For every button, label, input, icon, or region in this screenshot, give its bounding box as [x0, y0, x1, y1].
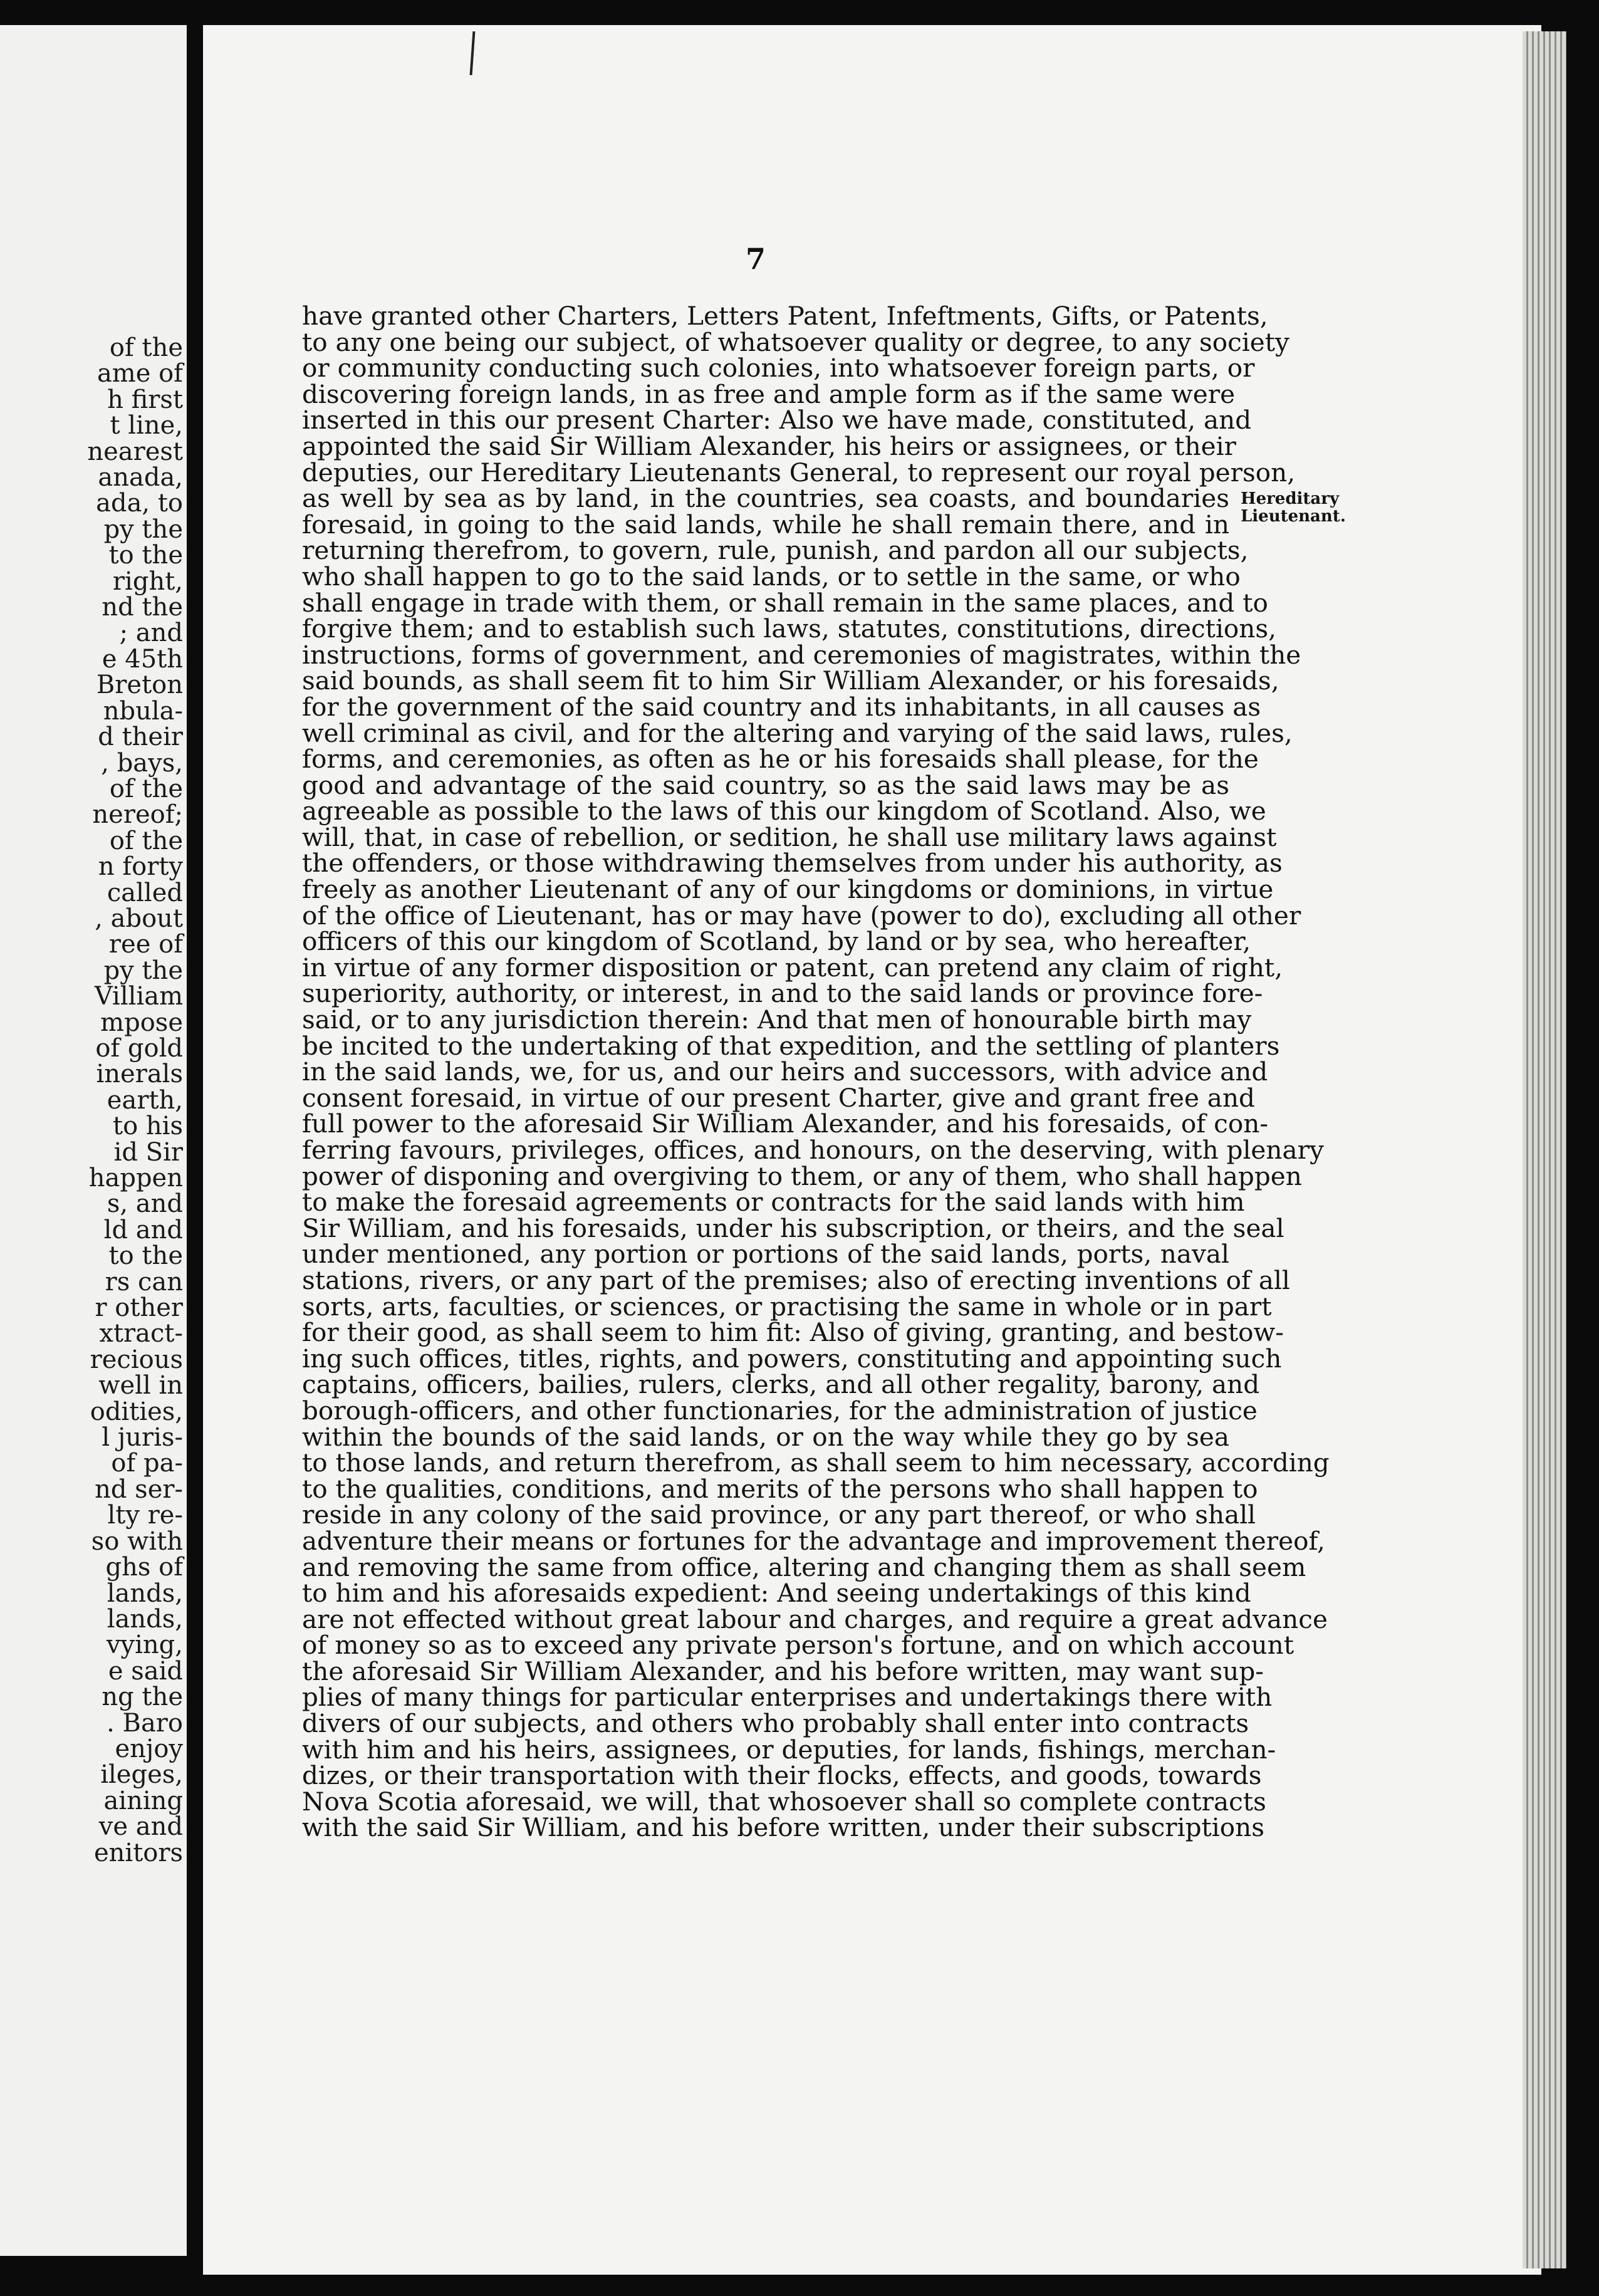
- facing-page-left: [0, 25, 187, 2256]
- body-line: forgive them; and to establish such laws, statutes, constitutions, directions,: [302, 613, 1277, 644]
- body-line: agreeable as possible to the laws of this our kingdom of Scotland. Also, we: [302, 796, 1266, 827]
- body-line: for their good, as shall seem to him fit: Also of giving, granting, and bestow-: [302, 1317, 1284, 1348]
- left-page-fragment: nd the: [102, 593, 183, 622]
- left-page-fragment: to the: [108, 541, 183, 570]
- left-page-fragment: ree of: [108, 930, 183, 959]
- left-page-fragment: h first: [107, 385, 183, 414]
- body-line: captains, officers, bailies, rulers, clerks, and all other regality, barony, and: [302, 1369, 1260, 1400]
- left-page-fragment: s, and: [107, 1189, 183, 1219]
- body-line: with the said Sir William, and his before written, under their subscriptions: [302, 1812, 1264, 1843]
- body-line: the offenders, or those withdrawing themselves from under his authority, as: [302, 848, 1283, 879]
- margin-note-line: Hereditary: [1241, 489, 1340, 508]
- left-page-fragment: of gold: [95, 1033, 183, 1063]
- body-line: forms, and ceremonies, as often as he or his foresaids shall please, for the: [302, 744, 1259, 775]
- body-line: have granted other Charters, Letters Patent, Infeftments, Gifts, or Patents,: [302, 301, 1268, 331]
- body-line: well criminal as civil, and for the altering and varying of the said laws, rules,: [302, 718, 1293, 748]
- left-page-fragment: ve and: [98, 1812, 183, 1842]
- left-page-fragment: nearest: [87, 437, 183, 466]
- body-line: good and advantage of the said country, so as the said laws may be as: [302, 770, 1229, 800]
- body-line: or community conducting such colonies, into whatsoever foreign parts, or: [302, 353, 1255, 384]
- body-line: with him and his heirs, assignees, or deputies, for lands, fishings, merchan-: [302, 1734, 1276, 1765]
- left-page-fragment: ame of: [96, 359, 183, 389]
- charter-body-text: [302, 301, 1330, 1843]
- body-line: to those lands, and return therefrom, as shall seem to him necessary, according: [302, 1448, 1330, 1478]
- left-page-fragment: inerals: [96, 1060, 183, 1089]
- body-line: in virtue of any former disposition or patent, can pretend any claim of right,: [302, 952, 1283, 983]
- left-page-fragment: nbula-: [103, 696, 183, 726]
- left-page-fragment: ld and: [103, 1215, 183, 1245]
- body-line: power of disponing and overgiving to them, or any of them, who shall happen: [302, 1161, 1302, 1191]
- left-page-fragment: of pa-: [111, 1449, 183, 1478]
- left-page-fragment: so with: [91, 1526, 183, 1556]
- body-line: dizes, or their transportation with their flocks, effects, and goods, towards: [302, 1760, 1262, 1791]
- left-page-fragment: ghs of: [105, 1553, 183, 1582]
- page-number: 7: [745, 242, 766, 276]
- left-page-fragment: anada,: [98, 463, 183, 493]
- body-line: deputies, our Hereditary Lieutenants General, to represent our royal person,: [302, 457, 1296, 488]
- page-edges: [1523, 31, 1566, 2268]
- left-page-fragment: py the: [103, 514, 183, 544]
- body-line: adventure their means or fortunes for the advantage and improvement thereof,: [302, 1525, 1325, 1556]
- body-line: reside in any colony of the said province, or any part thereof, or who shall: [302, 1500, 1256, 1530]
- left-page-fragment: ng the: [102, 1683, 183, 1712]
- body-line: freely as another Lieutenant of any of our kingdoms or dominions, in virtue: [302, 874, 1274, 905]
- body-line: said bounds, as shall seem fit to him Sir William Alexander, or his foresaids,: [302, 665, 1279, 696]
- left-page-fragment: id Sir: [113, 1137, 183, 1167]
- body-line: foresaid, in going to the said lands, while he shall remain there, and in: [302, 509, 1229, 540]
- left-page-fragment: . Baro: [107, 1708, 183, 1738]
- left-page-fragment: r other: [95, 1293, 183, 1323]
- body-line: sorts, arts, faculties, or sciences, or practising the same in whole or in part: [302, 1291, 1272, 1322]
- left-page-fragment: , about: [95, 904, 183, 933]
- body-line: stations, rivers, or any part of the premises; also of erecting inventions of all: [302, 1265, 1290, 1295]
- left-page-fragment: e 45th: [102, 644, 183, 674]
- left-page-fragment: t line,: [110, 411, 183, 441]
- body-line: consent foresaid, in virtue of our present Charter, give and grant free and: [302, 1082, 1255, 1113]
- book-gutter: [187, 0, 203, 2296]
- margin-note-line: Lieutenant.: [1241, 507, 1346, 526]
- body-line: superiority, authority, or interest, in and to the said lands or province fore-: [302, 978, 1263, 1009]
- body-line: divers of our subjects, and others who probably shall enter into contracts: [302, 1708, 1249, 1739]
- left-page-fragment: nd ser-: [95, 1474, 183, 1504]
- body-line: ferring favours, privileges, offices, and honours, on the deserving, with plenary: [302, 1135, 1324, 1165]
- body-line: to the qualities, conditions, and merits of the persons who shall happen to: [302, 1473, 1258, 1504]
- body-line: to make the foresaid agreements or contracts for the said lands with him: [302, 1187, 1245, 1218]
- body-line: who shall happen to go to the said lands, or to settle in the same, or who: [302, 561, 1241, 592]
- body-line: appointed the said Sir William Alexander, his heirs or assignees, or their: [302, 430, 1236, 461]
- body-line: the aforesaid Sir William Alexander, and his before written, may want sup-: [302, 1656, 1264, 1686]
- left-page-fragment: ada, to: [96, 489, 183, 518]
- left-page-fragment: enitors: [93, 1838, 183, 1867]
- body-line: of money so as to exceed any private person's fortune, and on which account: [302, 1630, 1294, 1661]
- left-page-fragment: ; and: [119, 618, 183, 648]
- left-page-fragment: lty re-: [107, 1501, 183, 1530]
- left-page-fragment: ileges,: [100, 1760, 183, 1790]
- body-line: for the government of the said country and its inhabitants, in all causes as: [302, 691, 1261, 722]
- left-page-fragment: happen: [88, 1164, 183, 1192]
- body-line: within the bounds of the said lands, or on the way while they go by sea: [302, 1421, 1229, 1452]
- body-line: ing such offices, titles, rights, and powers, constituting and appointing such: [302, 1343, 1282, 1374]
- left-page-fragment: , bays,: [101, 748, 183, 778]
- left-page-fragment: called: [107, 878, 183, 907]
- body-line: under mentioned, any portion or portions of the said lands, ports, naval: [302, 1239, 1229, 1270]
- left-page-fragment: odities,: [90, 1397, 183, 1426]
- body-line: plies of many things for particular enterprises and undertakings there with: [302, 1682, 1273, 1713]
- body-line: will, that, in case of rebellion, or sedition, he shall use military laws against: [302, 822, 1277, 852]
- left-page-fragment: well in: [98, 1371, 183, 1401]
- body-line: shall engage in trade with them, or shall remain in the same places, and to: [302, 587, 1268, 618]
- left-page-fragment: n forty: [98, 852, 183, 882]
- left-page-fragment: Villiam: [94, 982, 183, 1011]
- margin-note: [1241, 489, 1346, 526]
- body-line: borough-officers, and other functionaries, for the administration of justice: [302, 1395, 1258, 1426]
- left-page-fragment: lands,: [107, 1604, 183, 1634]
- left-page-fragment: nereof;: [92, 800, 183, 830]
- left-page-fragment: recious: [90, 1345, 183, 1374]
- body-line: Nova Scotia aforesaid, we will, that whosoever shall so complete contracts: [302, 1786, 1266, 1817]
- left-page-fragment: right,: [112, 566, 183, 596]
- left-page-fragment: d their: [98, 723, 183, 752]
- body-line: said, or to any jurisdiction therein: And that men of honourable birth may: [302, 1004, 1252, 1035]
- left-page-fragment: of the: [109, 826, 183, 855]
- left-page-fragment: of the: [109, 774, 183, 803]
- body-line: and removing the same from office, altering and changing them as shall seem: [302, 1552, 1306, 1582]
- body-line: full power to the aforesaid Sir William Alexander, and his foresaids, of con-: [302, 1109, 1269, 1139]
- body-line: discovering foreign lands, in as free and ample form as if the same were: [302, 378, 1236, 409]
- left-page-fragment: vying,: [106, 1631, 183, 1660]
- left-page-fragment: Breton: [96, 671, 183, 700]
- left-page-fragment: e said: [108, 1656, 183, 1686]
- left-page-fragment: to the: [108, 1241, 183, 1271]
- left-page-fragment: py the: [103, 956, 183, 985]
- body-line: are not effected without great labour and charges, and require a great advance: [302, 1604, 1328, 1634]
- left-page-fragment: lands,: [107, 1578, 183, 1608]
- body-line: as well by sea as by land, in the countries, sea coasts, and boundaries: [302, 483, 1229, 514]
- body-line: Sir William, and his foresaids, under his subscription, or theirs, and the seal: [302, 1213, 1284, 1243]
- body-line: be incited to the undertaking of that expedition, and the settling of planters: [302, 1030, 1280, 1061]
- left-page-fragment: earth,: [107, 1085, 183, 1115]
- left-page-fragment: l juris-: [102, 1423, 183, 1453]
- right-shadow: [1566, 0, 1599, 2296]
- left-page-fragment: to his: [113, 1112, 183, 1141]
- body-line: inserted in this our present Charter: Also we have made, constituted, and: [302, 405, 1252, 436]
- left-page-fragment: aining: [103, 1786, 183, 1815]
- body-line: instructions, forms of government, and ceremonies of magistrates, within the: [302, 639, 1301, 670]
- body-line: officers of this our kingdom of Scotland, by land or by sea, who hereafter,: [302, 926, 1251, 957]
- left-page-fragment: rs can: [105, 1267, 183, 1297]
- left-page-fragment: mpose: [100, 1008, 183, 1037]
- left-page-fragment: xtract-: [99, 1319, 183, 1349]
- body-line: returning therefrom, to govern, rule, punish, and pardon all our subjects,: [302, 535, 1249, 566]
- body-line: in the said lands, we, for us, and our heirs and successors, with advice and: [302, 1057, 1268, 1087]
- facing-page-text-fragments: [8, 335, 183, 1866]
- body-line: to any one being our subject, of whatsoever quality or degree, to any society: [302, 326, 1289, 357]
- left-page-fragment: of the: [109, 333, 183, 362]
- body-line: of the office of Lieutenant, has or may have (power to do), excluding all other: [302, 900, 1301, 931]
- body-line: to him and his aforesaids expedient: And seeing undertakings of this kind: [302, 1578, 1251, 1609]
- left-page-fragment: enjoy: [115, 1734, 183, 1763]
